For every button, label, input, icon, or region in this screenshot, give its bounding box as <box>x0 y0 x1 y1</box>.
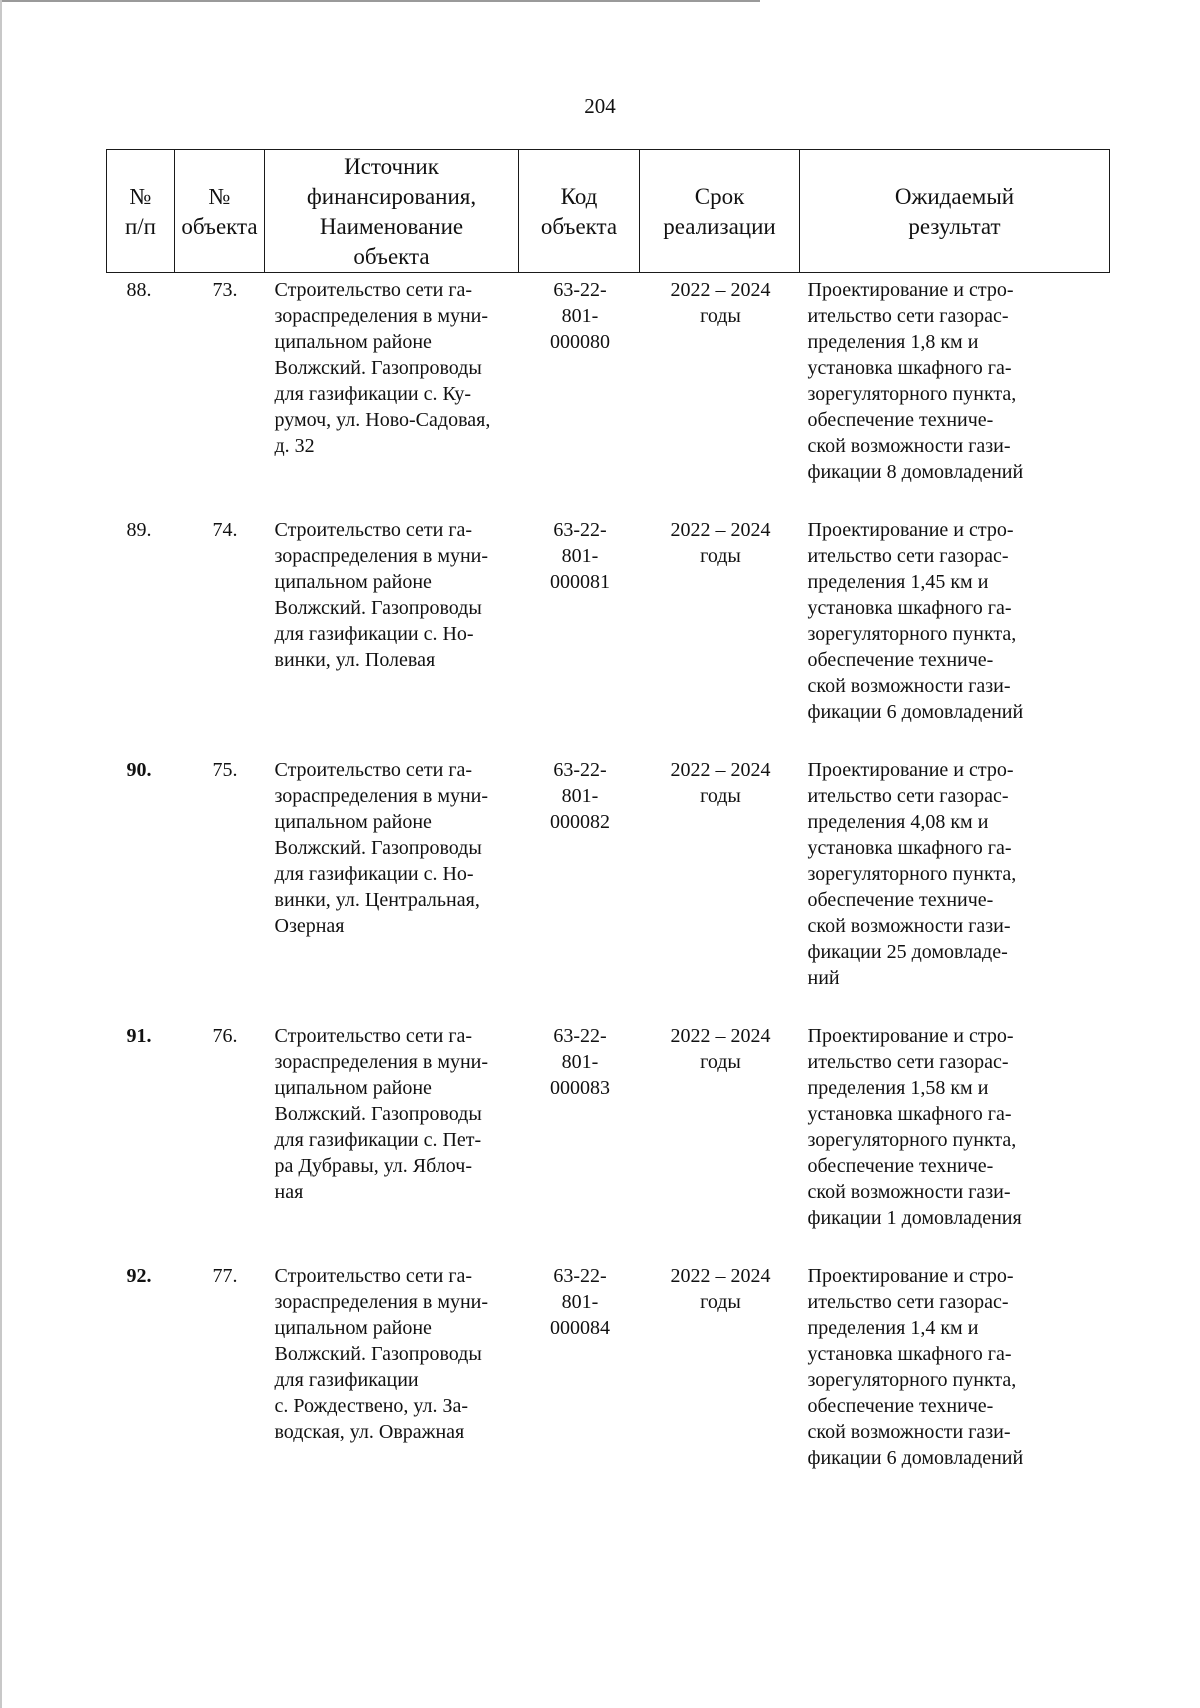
text-line: 801- <box>561 305 599 327</box>
text-line: Проектирование и стро- <box>807 279 1014 301</box>
object-number: 77. <box>212 1264 238 1287</box>
scan-edge-top <box>0 0 760 2</box>
table-row <box>107 513 1110 753</box>
text-line: пределения 4,08 км и <box>807 810 989 833</box>
text-line: 801- <box>561 544 599 567</box>
text-line: винки, ул. Центральная, <box>274 888 480 911</box>
text-line: установка шкафного га- <box>807 596 1012 619</box>
text-line: ительство сети газорас- <box>807 305 1009 327</box>
text-line: ской возможности гази- <box>807 1180 1011 1203</box>
header-line: № <box>208 184 231 209</box>
implementation-term <box>640 753 800 1019</box>
table-row <box>107 273 1110 513</box>
text-line: 2022 – 2024 <box>670 518 771 541</box>
text-line: установка шкафного га- <box>807 357 1012 379</box>
text-line: установка шкафного га- <box>807 836 1012 859</box>
text-line: ительство сети газорас- <box>807 1050 1009 1073</box>
text-line: обеспечение техниче- <box>807 648 994 671</box>
text-line: 63-22- <box>553 1024 607 1047</box>
object-code <box>519 753 640 1019</box>
text-line: зорегуляторного пункта, <box>807 862 1017 885</box>
object-number: 73. <box>212 279 238 301</box>
object-name <box>265 1019 519 1259</box>
text-line: винки, ул. Полевая <box>274 648 436 671</box>
text-line: фикации 6 домовладений <box>807 700 1024 723</box>
object-number: 75. <box>212 758 238 781</box>
implementation-term <box>640 513 800 753</box>
text-line: 2022 – 2024 <box>670 279 771 301</box>
text-line: зораспределения в муни- <box>274 784 489 807</box>
object-code <box>519 273 640 513</box>
text-line: ской возможности гази- <box>807 1420 1011 1443</box>
header-line: финансирования, <box>306 184 477 209</box>
page-number: 204 <box>584 94 616 118</box>
header-expected-result <box>800 150 1110 273</box>
text-line: водская, ул. Овражная <box>274 1420 465 1443</box>
text-line: ципальном районе <box>274 331 432 353</box>
header-object-code <box>519 150 640 273</box>
implementation-term <box>640 1019 800 1259</box>
text-line: Проектирование и стро- <box>807 1024 1014 1047</box>
text-line: ний <box>807 966 840 989</box>
text-line: для газификации <box>274 1368 419 1391</box>
text-line: 2022 – 2024 <box>670 1024 771 1047</box>
text-line: обеспечение техниче- <box>807 888 994 911</box>
text-line: пределения 1,8 км и <box>807 331 979 353</box>
text-line: годы <box>700 784 741 807</box>
table-row <box>107 1019 1110 1259</box>
object-name <box>265 513 519 753</box>
text-line: ской возможности гази- <box>807 914 1011 937</box>
text-line: зораспределения в муни- <box>274 1290 489 1313</box>
text-line: ципальном районе <box>274 1316 432 1339</box>
text-line: ительство сети газорас- <box>807 1290 1009 1313</box>
expected-result <box>800 753 1110 1019</box>
text-line: Волжский. Газопроводы <box>274 1342 482 1365</box>
text-line: Проектирование и стро- <box>807 1264 1014 1287</box>
header-funding-source <box>265 150 519 273</box>
implementation-term <box>640 1259 800 1499</box>
text-line: зораспределения в муни- <box>274 544 489 567</box>
text-line: зораспределения в муни- <box>274 1050 489 1073</box>
implementation-term <box>640 273 800 513</box>
header-line: объекта <box>181 214 258 239</box>
text-line: Проектирование и стро- <box>807 758 1014 781</box>
text-line: 801- <box>561 1290 599 1313</box>
scan-edge-left <box>0 0 2 1708</box>
text-line: 000084 <box>550 1316 610 1339</box>
object-code <box>519 1259 640 1499</box>
header-line: Ожидаемый <box>894 184 1015 209</box>
text-line: ской возможности гази- <box>807 435 1011 457</box>
text-line: 000083 <box>550 1076 610 1099</box>
text-line: обеспечение техниче- <box>807 409 994 431</box>
header-line: объекта <box>353 244 430 269</box>
text-line: установка шкафного га- <box>807 1102 1012 1125</box>
text-line: зорегуляторного пункта, <box>807 1128 1017 1151</box>
expected-result <box>800 513 1110 753</box>
text-line: 2022 – 2024 <box>670 758 771 781</box>
text-line: Волжский. Газопроводы <box>274 596 482 619</box>
expected-result <box>800 273 1110 513</box>
text-line: 801- <box>561 784 599 807</box>
text-line: 63-22- <box>553 518 607 541</box>
row-number: 92. <box>126 1264 152 1287</box>
row-number: 90. <box>126 758 152 781</box>
text-line: фикации 25 домовладе- <box>807 940 1008 963</box>
text-line: фикации 8 домовладений <box>807 461 1024 483</box>
text-line: 801- <box>561 1050 599 1073</box>
text-line: 63-22- <box>553 1264 607 1287</box>
text-line: Проектирование и стро- <box>807 518 1014 541</box>
gasification-table <box>106 149 1109 1499</box>
text-line: пределения 1,4 км и <box>807 1316 979 1339</box>
row-number: 89. <box>126 518 152 541</box>
text-line: ципальном районе <box>274 810 432 833</box>
header-line: Наименование <box>319 214 464 239</box>
header-line: п/п <box>124 214 156 239</box>
table-body <box>107 273 1110 1499</box>
object-name <box>265 1259 519 1499</box>
text-line: обеспечение техниче- <box>807 1154 994 1177</box>
header-row <box>107 150 1110 273</box>
header-line: Срок <box>694 184 745 209</box>
text-line: пределения 1,58 км и <box>807 1076 989 1099</box>
text-line: с. Рождествено, ул. За- <box>274 1394 469 1417</box>
table-row <box>107 1259 1110 1499</box>
text-line: установка шкафного га- <box>807 1342 1012 1365</box>
object-code <box>519 1019 640 1259</box>
header-term <box>640 150 800 273</box>
text-line: годы <box>700 1050 741 1073</box>
text-line: зораспределения в муни- <box>274 305 489 327</box>
text-line: ципальном районе <box>274 1076 432 1099</box>
text-line: 2022 – 2024 <box>670 1264 771 1287</box>
text-line: ской возможности гази- <box>807 674 1011 697</box>
header-line: результат <box>908 214 1001 239</box>
text-line: зорегуляторного пункта, <box>807 622 1017 645</box>
header-object-number <box>175 150 265 273</box>
expected-result <box>800 1259 1110 1499</box>
text-line: для газификации с. Но- <box>274 862 474 885</box>
text-line: для газификации с. Но- <box>274 622 474 645</box>
header-row-number <box>107 150 175 273</box>
header-line: Источник <box>344 154 439 179</box>
text-line: 000082 <box>550 810 610 833</box>
text-line: для газификации с. Пет- <box>274 1128 482 1151</box>
text-line: Строительство сети га- <box>274 518 473 541</box>
text-line: 63-22- <box>553 279 607 301</box>
text-line: Волжский. Газопроводы <box>274 1102 482 1125</box>
text-line: 000080 <box>550 331 610 353</box>
text-line: д. 32 <box>274 435 315 457</box>
object-name <box>265 273 519 513</box>
text-line: годы <box>700 1290 741 1313</box>
header-line: объекта <box>540 214 618 239</box>
text-line: Строительство сети га- <box>274 279 473 301</box>
table-header <box>107 150 1110 273</box>
text-line: зорегуляторного пункта, <box>807 1368 1017 1391</box>
object-number: 74. <box>212 518 238 541</box>
row-number: 88. <box>126 279 152 301</box>
objects-table <box>106 149 1110 1499</box>
text-line: румоч, ул. Ново-Садовая, <box>274 409 491 431</box>
text-line: ительство сети газорас- <box>807 784 1009 807</box>
text-line: пределения 1,45 км и <box>807 570 989 593</box>
text-line: ра Дубравы, ул. Яблоч- <box>274 1154 472 1177</box>
text-line: ципальном районе <box>274 570 432 593</box>
object-name <box>265 753 519 1019</box>
text-line: для газификации с. Ку- <box>274 383 471 405</box>
text-line: Строительство сети га- <box>274 1264 473 1287</box>
text-line: Строительство сети га- <box>274 758 473 781</box>
text-line: фикации 1 домовладения <box>807 1206 1022 1229</box>
text-line: ная <box>274 1180 304 1203</box>
header-line: Код <box>560 184 598 209</box>
text-line: ительство сети газорас- <box>807 544 1009 567</box>
text-line: 000081 <box>550 570 610 593</box>
text-line: Волжский. Газопроводы <box>274 836 482 859</box>
expected-result <box>800 1019 1110 1259</box>
text-line: Озерная <box>274 914 345 937</box>
object-code <box>519 513 640 753</box>
text-line: 63-22- <box>553 758 607 781</box>
text-line: зорегуляторного пункта, <box>807 383 1017 405</box>
text-line: фикации 6 домовладений <box>807 1446 1024 1469</box>
table-row <box>107 753 1110 1019</box>
text-line: годы <box>700 305 741 327</box>
object-number: 76. <box>212 1024 238 1047</box>
text-line: Волжский. Газопроводы <box>274 357 482 379</box>
row-number: 91. <box>126 1024 152 1047</box>
text-line: годы <box>700 544 741 567</box>
header-line: № <box>129 184 152 209</box>
header-line: реализации <box>663 214 776 239</box>
text-line: Строительство сети га- <box>274 1024 473 1047</box>
text-line: обеспечение техниче- <box>807 1394 994 1417</box>
